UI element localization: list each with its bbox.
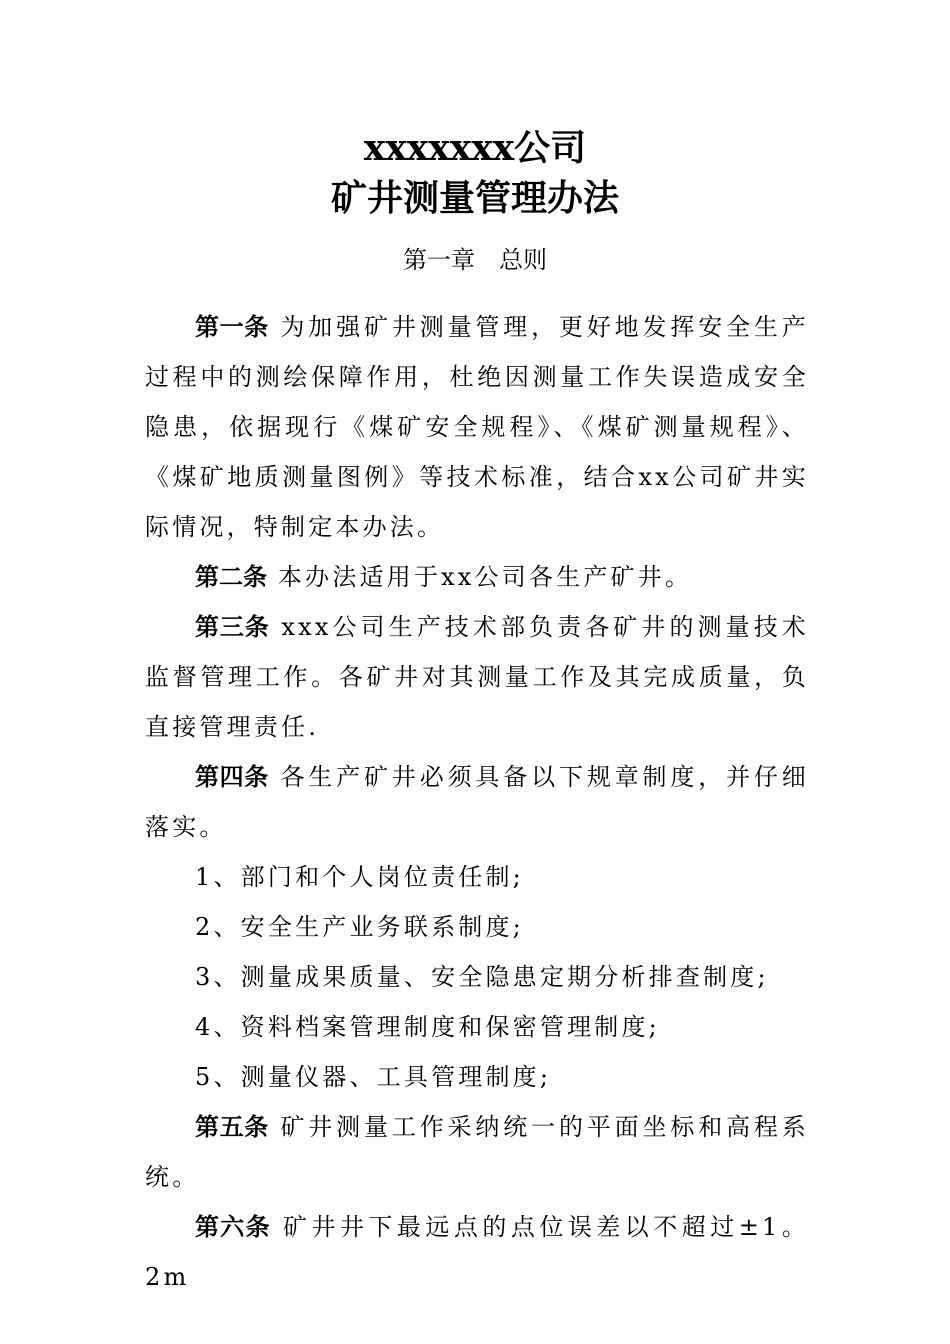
company-title: xxxxxxx公司 — [363, 127, 587, 169]
article-text: 各生产矿井必须具备以下规章制度，并仔细落实。 — [145, 763, 809, 841]
article-3 — [145, 602, 809, 752]
article-text: 矿井测量工作采纳统一的平面坐标和高程系统。 — [145, 1113, 809, 1191]
article-label: 第四条 — [195, 763, 269, 791]
list-item: 4、资料档案管理制度和保密管理制度; — [195, 1013, 660, 1041]
article-4 — [145, 752, 809, 852]
article-label: 第二条 — [195, 563, 267, 591]
document-title: 矿井测量管理办法 — [330, 177, 619, 219]
document-body — [145, 302, 809, 1302]
article-6 — [145, 1202, 809, 1302]
article-2 — [145, 552, 809, 602]
list-item: 1、部门和个人岗位责任制; — [195, 863, 524, 891]
regulation-list — [145, 852, 809, 1102]
article-text: 本办法适用于xx公司各生产矿井。 — [277, 563, 693, 591]
article-5 — [145, 1102, 809, 1202]
article-label: 第一条 — [195, 313, 269, 341]
article-1 — [145, 302, 809, 552]
article-text: xxx公司生产技术部负责各矿井的测量技术监督管理工作。各矿井对其测量工作及其完成质量，负直接管理责任. — [145, 613, 809, 741]
article-label: 第六条 — [195, 1213, 271, 1241]
list-item: 2、安全生产业务联系制度; — [195, 913, 524, 941]
chapter-heading: 第一章 总则 — [403, 246, 547, 274]
list-item: 5、测量仪器、工具管理制度; — [195, 1063, 552, 1091]
list-item: 3、测量成果质量、安全隐患定期分析排查制度; — [195, 963, 769, 991]
article-label: 第三条 — [195, 613, 270, 641]
article-text: 矿井井下最远点的点位误差以不超过±1。2m — [145, 1213, 809, 1291]
article-label: 第五条 — [195, 1113, 269, 1141]
article-text: 为加强矿井测量管理，更好地发挥安全生产过程中的测绘保障作用，杜绝因测量工作失误造成安全隐患，依据现行《煤矿安全规程》、《煤矿测量规程》、《煤矿地质测量图例》等技术标准，结合xx公司矿井实际情况，特制定本办法。 — [145, 313, 809, 541]
